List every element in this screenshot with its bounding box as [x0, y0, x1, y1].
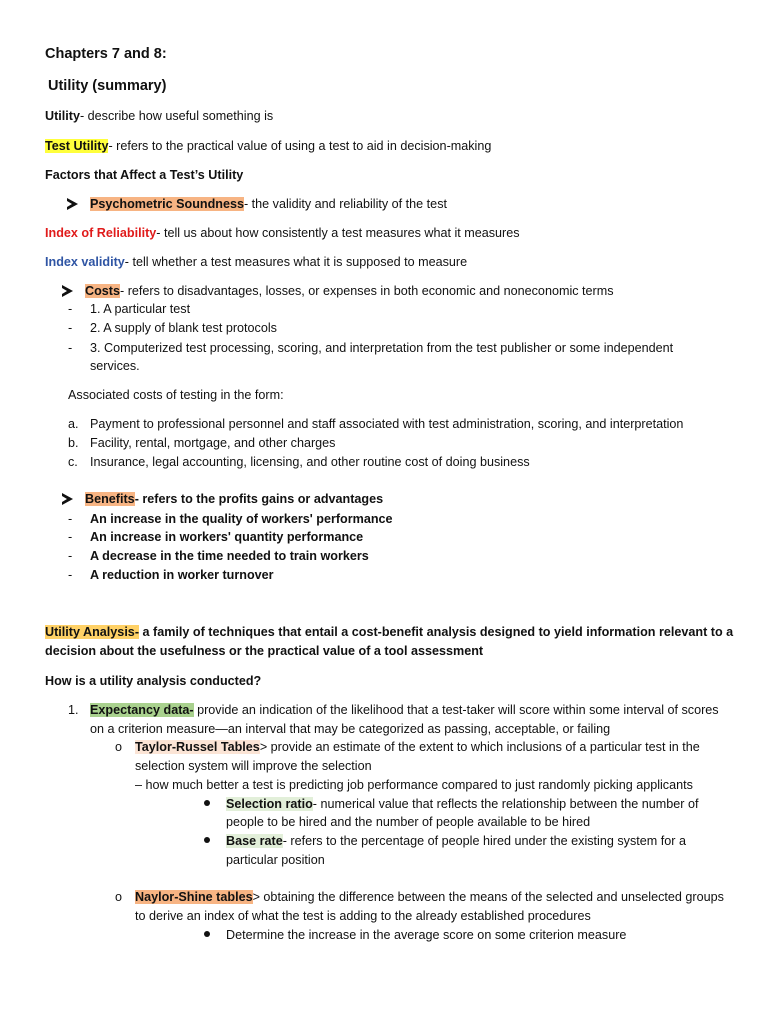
- expectancy-term: Expectancy data-: [90, 703, 194, 717]
- list-item: Facility, rental, mortgage, and other charges: [90, 436, 336, 450]
- list-item: Payment to professional personnel and staff associated with test administration, scoring, and interpretation: [90, 417, 684, 431]
- benefits-list-item: A decrease in the time needed to train workers: [90, 549, 369, 563]
- benefits-item: [85, 490, 383, 508]
- naylor-shine-bullet: Determine the increase in the average score on some criterion measure: [226, 928, 627, 942]
- utility-def: - describe how useful something is: [79, 109, 274, 123]
- taylor-russel-item: [135, 738, 700, 756]
- utility-term: Utility: [45, 109, 80, 123]
- bullet-icon: [204, 800, 210, 806]
- circle-bullet: o: [115, 740, 123, 754]
- utility-analysis-definition: [45, 623, 733, 641]
- index-reliability-term: Index of Reliability: [45, 226, 157, 240]
- costs-list-item-continuation: services.: [90, 359, 140, 373]
- expectancy-item: [90, 701, 719, 719]
- index-validity-definition: [45, 253, 467, 271]
- utility-analysis-def-cont: decision about the usefulness or the practical value of a tool assessment: [45, 644, 484, 658]
- costs-def: - refers to disadvantages, losses, or expenses in both economic and noneconomic terms: [120, 284, 614, 298]
- test-utility-term: Test Utility: [45, 139, 109, 153]
- naylor-shine-term: Naylor-Shine tables: [135, 890, 253, 904]
- bullet-icon: [204, 837, 210, 843]
- utility-analysis-term: Utility Analysis-: [45, 625, 140, 639]
- psychometric-item: [90, 195, 447, 213]
- selection-ratio-def: - numerical value that reflects the relationship between the number of: [312, 797, 699, 811]
- how-heading: How is a utility analysis conducted?: [45, 674, 262, 688]
- costs-list-item: 3. Computerized test processing, scoring, and interpretation from the test publisher or some independent: [90, 341, 674, 355]
- naylor-shine-def: > obtaining the difference between the means of the selected and unselected groups: [252, 890, 724, 904]
- utility-definition: [45, 107, 273, 125]
- bullet-icon: [204, 931, 210, 937]
- taylor-russel-def: > provide an estimate of the extent to which inclusions of a particular test in the: [259, 740, 700, 754]
- index-reliability-definition: [45, 224, 520, 242]
- base-rate-def-cont: particular position: [226, 853, 325, 867]
- expectancy-def-cont: on a criterion measure—an interval that may be categorized as passing, acceptable, or failing: [90, 722, 611, 736]
- costs-term: Costs: [85, 284, 120, 298]
- base-rate-term: Base rate: [226, 834, 283, 848]
- dash-marker: -: [68, 512, 73, 526]
- naylor-shine-item: [135, 888, 724, 906]
- taylor-russel-note: – how much better a test is predicting job performance compared to just randomly picking applicants: [135, 778, 693, 792]
- list-letter: a.: [68, 417, 79, 431]
- costs-list-item: 2. A supply of blank test protocols: [90, 321, 277, 335]
- test-utility-definition: [45, 137, 491, 155]
- psychometric-term: Psychometric Soundness: [90, 197, 244, 211]
- dash-marker: -: [68, 321, 73, 335]
- document-subtitle: Utility (summary): [48, 78, 167, 94]
- selection-ratio-def-cont: people to be hired and the number of people available to be hired: [226, 815, 591, 829]
- expectancy-def: provide an indication of the likelihood that a test-taker will score within some interval of scores: [193, 703, 719, 717]
- benefits-def: - refers to the profits gains or advantages: [134, 492, 384, 506]
- psychometric-def: - the validity and reliability of the test: [243, 197, 447, 211]
- selection-ratio-term: Selection ratio: [226, 797, 313, 811]
- taylor-russel-term: Taylor-Russel Tables: [135, 740, 260, 754]
- list-number: 1.: [68, 703, 79, 717]
- associated-costs-intro: Associated costs of testing in the form:: [68, 388, 284, 402]
- index-validity-term: Index validity: [45, 255, 125, 269]
- dash-marker: -: [68, 530, 73, 544]
- test-utility-def: - refers to the practical value of using a test to aid in decision-making: [108, 139, 492, 153]
- list-letter: b.: [68, 436, 79, 450]
- index-reliability-def: - tell us about how consistently a test measures what it measures: [156, 226, 520, 240]
- benefits-list-item: A reduction in worker turnover: [90, 568, 274, 582]
- selection-ratio-item: [226, 795, 699, 813]
- circle-bullet: o: [115, 890, 123, 904]
- dash-marker: -: [68, 549, 73, 563]
- utility-analysis-def: a family of techniques that entail a cost-benefit analysis designed to yield information relevant to a: [139, 625, 734, 639]
- list-item: Insurance, legal accounting, licensing, and other routine cost of doing business: [90, 455, 530, 469]
- benefits-list-item: An increase in workers' quantity performance: [90, 530, 364, 544]
- dash-marker: -: [68, 568, 73, 582]
- naylor-shine-def-cont: to derive an index of what the test is adding to the already established procedures: [135, 909, 591, 923]
- document-title: Chapters 7 and 8:: [45, 46, 167, 62]
- costs-list-item: 1. A particular test: [90, 302, 191, 316]
- base-rate-item: [226, 832, 686, 850]
- dash-marker: -: [68, 302, 73, 316]
- taylor-russel-def-cont: selection system will improve the selection: [135, 759, 372, 773]
- benefits-list-item: An increase in the quality of workers' performance: [90, 512, 393, 526]
- base-rate-def: - refers to the percentage of people hired under the existing system for a: [282, 834, 686, 848]
- benefits-term: Benefits: [85, 492, 135, 506]
- costs-item: [85, 282, 614, 300]
- list-letter: c.: [68, 455, 78, 469]
- index-validity-def: - tell whether a test measures what it is supposed to measure: [124, 255, 468, 269]
- factors-heading: Factors that Affect a Test’s Utility: [45, 168, 244, 182]
- dash-marker: -: [68, 341, 73, 355]
